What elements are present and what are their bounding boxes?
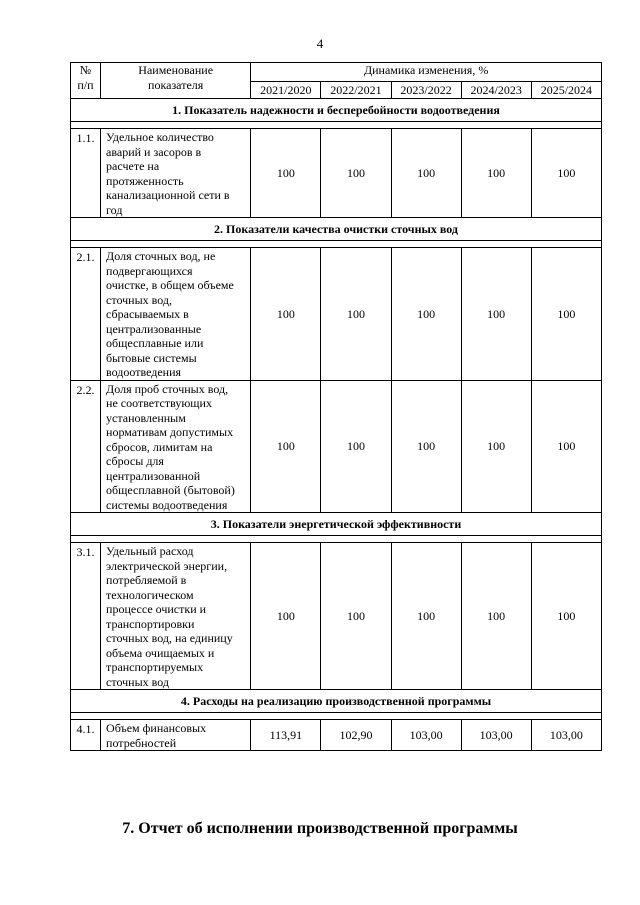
row-number: 2.2. bbox=[71, 380, 101, 513]
row-number: 2.1. bbox=[71, 248, 101, 381]
value-cell: 100 bbox=[251, 248, 321, 381]
value-cell: 100 bbox=[531, 129, 601, 218]
value-cell: 103,00 bbox=[391, 720, 461, 751]
indicator-name-line: не соответствующих bbox=[106, 396, 212, 410]
indicator-name-line: канализационной сети в bbox=[106, 188, 230, 202]
value-cell: 100 bbox=[531, 380, 601, 513]
row-number: 3.1. bbox=[71, 543, 101, 690]
value-cell: 100 bbox=[321, 543, 391, 690]
indicator-name-line: общесплавной (бытовой) bbox=[106, 483, 235, 497]
indicator-name-line: транспортируемых bbox=[106, 660, 204, 674]
indicator-name-line: Объем финансовых bbox=[106, 721, 207, 735]
indicator-name-line: объема очищаемых и bbox=[106, 645, 215, 660]
indicator-name-line: год bbox=[106, 202, 123, 217]
indicator-name-line: сбрасываемых в bbox=[106, 307, 189, 321]
section-heading: 7. Отчет об исполнении производственной программы bbox=[122, 820, 518, 837]
value-cell: 102,90 bbox=[321, 720, 391, 751]
row-number: 4.1. bbox=[71, 720, 101, 751]
indicator-name-line: водоотведения bbox=[106, 365, 182, 379]
value-cell: 100 bbox=[461, 129, 531, 218]
value-cell: 100 bbox=[391, 380, 461, 513]
indicators-table bbox=[70, 62, 602, 751]
indicator-name-line: Удельный расход bbox=[106, 544, 194, 558]
value-cell: 100 bbox=[461, 248, 531, 381]
value-cell: 103,00 bbox=[531, 720, 601, 751]
indicator-name-line: Удельное количество bbox=[106, 130, 214, 144]
indicator-name-line: сточных вод, bbox=[106, 292, 173, 307]
section-title: 1. Показатель надежности и бесперебойности водоотведения bbox=[71, 99, 602, 122]
header-name-line-1: Наименование bbox=[138, 63, 214, 77]
value-cell: 103,00 bbox=[461, 720, 531, 751]
header-year: 2023/2022 bbox=[391, 82, 461, 99]
indicator-name-line: централизованные bbox=[106, 321, 202, 336]
indicator-name-line: системы водоотведения bbox=[106, 497, 228, 512]
header-num-line-1: № bbox=[79, 63, 92, 77]
header-year: 2021/2020 bbox=[251, 82, 321, 99]
indicator-name bbox=[101, 543, 251, 690]
table-row bbox=[71, 380, 602, 513]
indicator-name-line: электрической энергии, bbox=[106, 558, 228, 573]
value-cell: 100 bbox=[461, 380, 531, 513]
indicator-name bbox=[101, 720, 251, 751]
indicator-name-line: нормативам допустимых bbox=[106, 425, 234, 439]
indicator-name-line: аварий и засоров в bbox=[106, 144, 202, 159]
section-spacer bbox=[71, 122, 602, 129]
indicator-name-line: бытовые системы bbox=[106, 350, 197, 365]
indicator-name-line: централизованной bbox=[106, 468, 201, 483]
value-cell: 100 bbox=[251, 129, 321, 218]
row-number: 1.1. bbox=[71, 129, 101, 218]
header-year: 2022/2021 bbox=[321, 82, 391, 99]
indicator-name-line: сбросов, лимитам на bbox=[106, 439, 213, 454]
table-row bbox=[71, 129, 602, 218]
indicator-name-line: подвергающихся bbox=[106, 263, 193, 278]
value-cell: 100 bbox=[391, 129, 461, 218]
value-cell: 100 bbox=[251, 543, 321, 690]
indicator-name-line: сточных вод bbox=[106, 674, 170, 689]
value-cell: 100 bbox=[321, 248, 391, 381]
table-row bbox=[71, 543, 602, 690]
section-spacer bbox=[71, 536, 602, 543]
value-cell: 100 bbox=[251, 380, 321, 513]
indicator-name bbox=[101, 129, 251, 218]
indicator-name-line: общесплавные или bbox=[106, 336, 204, 350]
indicator-name-line: установленным bbox=[106, 410, 186, 425]
value-cell: 100 bbox=[531, 248, 601, 381]
indicator-name-line: Доля сточных вод, не bbox=[106, 249, 216, 263]
indicator-name-line: транспортировки bbox=[106, 616, 195, 631]
header-name-line-2: показателя bbox=[148, 77, 204, 92]
header-dynamics: Динамика изменения, % bbox=[251, 63, 602, 82]
value-cell: 100 bbox=[321, 129, 391, 218]
page-number: 4 bbox=[316, 36, 324, 51]
value-cell: 100 bbox=[461, 543, 531, 690]
indicator-name-line: потребляемой в bbox=[106, 573, 187, 587]
table-row bbox=[71, 720, 602, 751]
header-num bbox=[71, 63, 101, 99]
indicator-name-line: технологическом bbox=[106, 587, 194, 602]
indicator-name bbox=[101, 248, 251, 381]
indicator-name bbox=[101, 380, 251, 513]
indicator-name-line: протяженность bbox=[106, 173, 184, 188]
value-cell: 100 bbox=[391, 248, 461, 381]
indicator-name-line: расчете на bbox=[106, 159, 160, 173]
value-cell: 100 bbox=[321, 380, 391, 513]
value-cell: 100 bbox=[531, 543, 601, 690]
indicator-name-line: Доля проб сточных вод, bbox=[106, 381, 229, 396]
header-num-line-2: п/п bbox=[77, 77, 94, 92]
indicator-name-line: процессе очистки и bbox=[106, 602, 207, 616]
value-cell: 113,91 bbox=[251, 720, 321, 751]
section-title: 3. Показатели энергетической эффективности bbox=[71, 513, 602, 536]
header-year: 2024/2023 bbox=[461, 82, 531, 99]
value-cell: 100 bbox=[391, 543, 461, 690]
indicator-name-line: очистке, в общем объеме bbox=[106, 278, 234, 292]
section-spacer bbox=[71, 713, 602, 720]
section-title: 2. Показатели качества очистки сточных вод bbox=[71, 218, 602, 241]
header-name bbox=[101, 63, 251, 99]
indicator-name-line: сточных вод, на единицу bbox=[106, 631, 233, 645]
indicator-name-line: сбросы для bbox=[106, 454, 164, 468]
table-row bbox=[71, 248, 602, 381]
header-year: 2025/2024 bbox=[531, 82, 601, 99]
section-spacer bbox=[71, 241, 602, 248]
indicator-name-line: потребностей bbox=[106, 735, 177, 750]
section-title: 4. Расходы на реализацию производственной программы bbox=[71, 690, 602, 713]
